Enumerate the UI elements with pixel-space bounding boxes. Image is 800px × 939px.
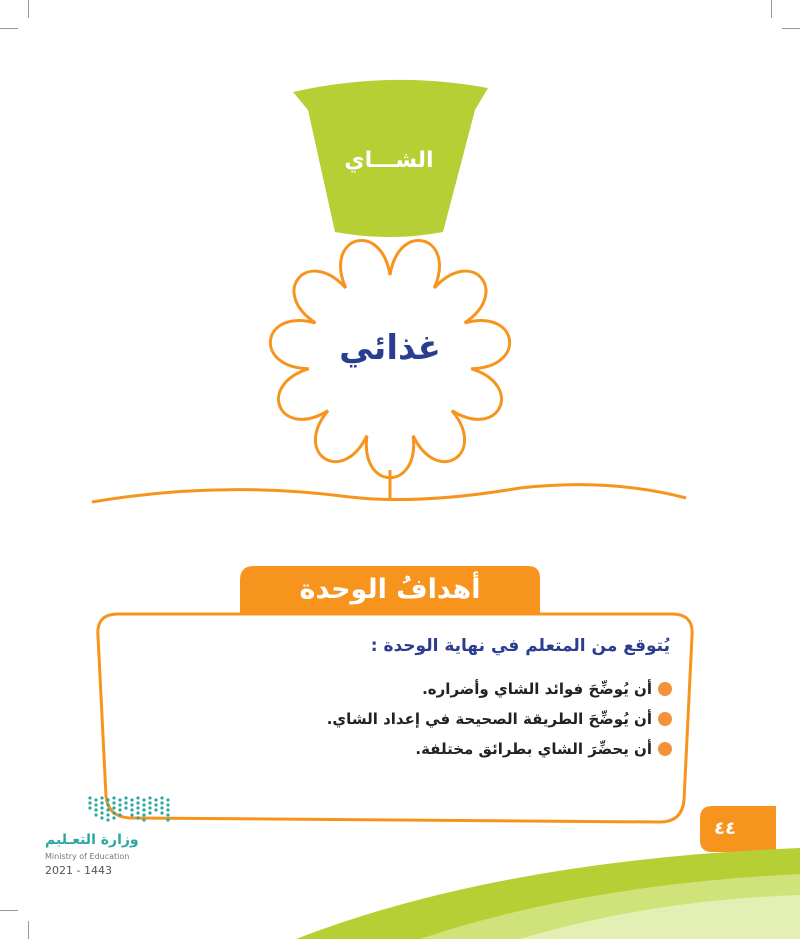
logo-dot <box>142 803 145 806</box>
logo-dot <box>148 806 151 809</box>
logo-dot <box>88 796 91 799</box>
logo-dot <box>154 808 157 811</box>
logo-dot <box>154 803 157 806</box>
logo-dot <box>100 801 103 804</box>
logo-dot <box>136 816 139 819</box>
objective-item <box>415 740 672 758</box>
banner-title: الشـــاي <box>344 148 434 173</box>
logo-dot <box>112 796 115 799</box>
logo-dot <box>136 801 139 804</box>
logo-dot <box>118 808 121 811</box>
objective-item <box>327 710 672 728</box>
logo-dot <box>136 796 139 799</box>
logo-dot <box>148 801 151 804</box>
logo-dot <box>106 818 109 821</box>
logo-dot <box>124 806 127 809</box>
logo-dot <box>148 796 151 799</box>
logo-dot <box>118 813 121 816</box>
logo-dot <box>94 813 97 816</box>
logo-dot <box>124 801 127 804</box>
logo-dot <box>142 813 145 816</box>
ministry-name-arabic: وزارة التعـليم <box>45 832 139 848</box>
objectives-heading: أهدافُ الوحدة <box>299 574 481 605</box>
logo-dot <box>100 806 103 809</box>
logo-dot <box>154 798 157 801</box>
logo-dot <box>166 803 169 806</box>
logo-dot <box>112 801 115 804</box>
logo-dot <box>112 806 115 809</box>
logo-dot <box>142 818 145 821</box>
logo-dot <box>106 803 109 806</box>
logo-dot <box>166 813 169 816</box>
logo-dot <box>136 806 139 809</box>
logo-dot <box>106 813 109 816</box>
logo-dot <box>124 796 127 799</box>
logo-dot <box>142 798 145 801</box>
logo-dot <box>94 808 97 811</box>
ministry-year: 2021 - 1443 <box>45 864 112 877</box>
objective-text: أن يُوضِّحَ الطريقة الصحيحة في إعداد الشاي. <box>326 710 652 728</box>
logo-dot <box>130 813 133 816</box>
logo-dot <box>160 801 163 804</box>
objective-text: أن يحضِّرَ الشاي بطرائق مختلفة. <box>415 740 652 758</box>
logo-dot <box>106 808 109 811</box>
logo-dot <box>166 798 169 801</box>
ministry-name-english: Ministry of Education <box>45 852 130 861</box>
logo-dot <box>160 796 163 799</box>
bullet-icon <box>658 712 672 726</box>
bullet-icon <box>658 742 672 756</box>
logo-dot <box>88 806 91 809</box>
logo-dot <box>148 811 151 814</box>
logo-dot <box>100 816 103 819</box>
logo-dot <box>130 808 133 811</box>
logo-dot <box>118 798 121 801</box>
logo-dot <box>142 808 145 811</box>
logo-dot <box>160 811 163 814</box>
logo-dot <box>118 803 121 806</box>
unit-title: غذائي <box>339 328 441 368</box>
page-number: ٤٤ <box>714 818 736 839</box>
logo-dot <box>130 803 133 806</box>
logo-dot <box>88 801 91 804</box>
logo-dot <box>94 803 97 806</box>
logo-dot <box>112 816 115 819</box>
logo-dot <box>100 796 103 799</box>
logo-dot <box>112 811 115 814</box>
logo-dot <box>100 811 103 814</box>
logo-dot <box>166 818 169 821</box>
logo-dot <box>160 806 163 809</box>
logo-dot <box>166 808 169 811</box>
objective-text: أن يُوضِّحَ فوائد الشاي وأضراره. <box>422 680 652 698</box>
bullet-icon <box>658 682 672 696</box>
objective-item <box>422 680 672 698</box>
logo-dot <box>136 811 139 814</box>
objectives-intro: يُتوقع من المتعلم في نهاية الوحدة : <box>370 636 670 656</box>
logo-dot <box>130 798 133 801</box>
logo-dot <box>94 798 97 801</box>
logo-dot <box>106 798 109 801</box>
